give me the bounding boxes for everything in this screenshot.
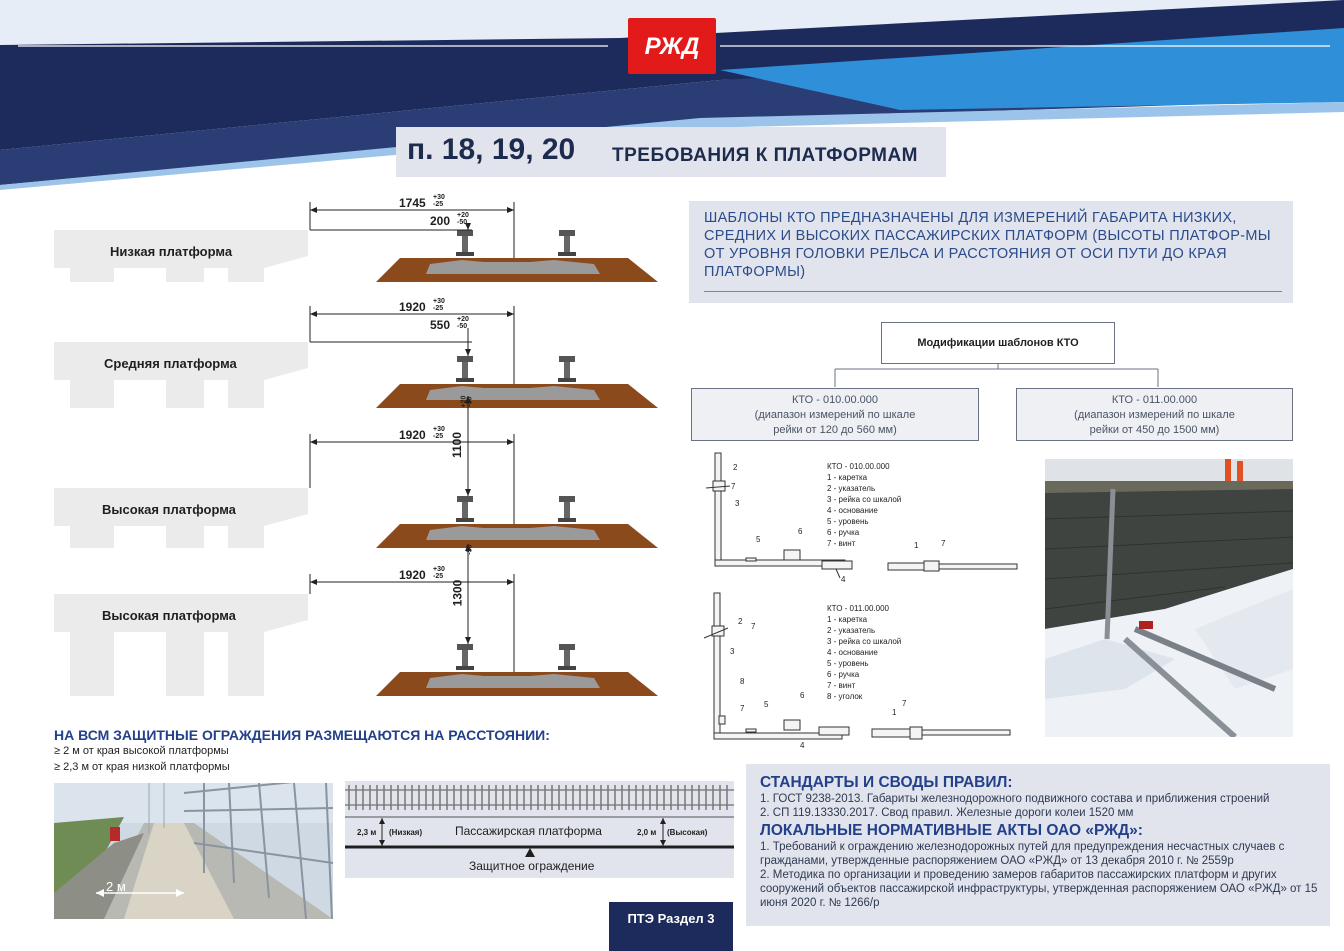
callout-3: 3	[730, 647, 735, 656]
platform-label: Высокая платформа	[102, 502, 236, 517]
standards-content	[760, 774, 1322, 910]
legend-item: 1 - каретка	[827, 473, 868, 482]
photo-distance-label: 2 м	[106, 879, 126, 894]
callout-7: 7	[731, 482, 736, 491]
legend-item: 6 - ручка	[827, 528, 860, 537]
fence-scheme	[345, 781, 734, 878]
callout-5: 5	[764, 700, 769, 709]
callout-7b: 7	[941, 539, 946, 548]
kto-underline	[704, 291, 1282, 292]
fence-heading: НА ВСМ ЗАЩИТНЫЕ ОГРАЖДЕНИЯ РАЗМЕЩАЮТСЯ НА РАССТОЯНИИ:	[54, 727, 550, 743]
standards-heading: СТАНДАРТЫ И СВОДЫ ПРАВИЛ:	[760, 774, 1013, 791]
width-tolerance-bottom: -25	[433, 305, 444, 312]
height-tolerance-top: +20	[460, 395, 468, 408]
variant-range-line1: (диапазон измерений по шкале	[754, 409, 916, 421]
variant-box-010	[691, 388, 979, 441]
legend-kto-010	[827, 461, 901, 549]
page-title: ТРЕБОВАНИЯ К ПЛАТФОРМАМ	[612, 145, 919, 166]
scheme-left-note: (Низкая)	[389, 828, 423, 837]
legend-title: КТО - 011.00.000	[827, 604, 889, 613]
callout-8: 8	[740, 677, 745, 686]
legend-item: 2 - указатель	[827, 484, 876, 493]
height-tolerance-top: +20	[457, 212, 469, 219]
platform-diagram	[54, 300, 658, 420]
variant-range-line2: рейки от 120 до 560 мм)	[773, 424, 897, 436]
callout-1: 1	[914, 541, 919, 550]
platform-diagram	[54, 395, 658, 548]
scheme-fence-label: Защитное ограждение	[469, 859, 595, 873]
legend-title: КТО - 010.00.000	[827, 462, 890, 471]
local-act-item: 1. Требований к ограждению железнодорожных путей для предупреждения несчастных случаев с гражданами, утвержденные распоряжением ОАО «РЖД» от 13 декабря 2010 г. № 2559р	[760, 841, 1285, 867]
callout-4: 4	[800, 741, 805, 750]
scheme-right-value: 2,0 м	[637, 828, 657, 837]
callout-2: 2	[738, 617, 743, 626]
width-dimension: 1920	[399, 568, 426, 582]
legend-item: 3 - рейка со шкалой	[827, 495, 902, 504]
variant-box-011	[1016, 388, 1293, 441]
rzd-logo-icon	[628, 18, 716, 74]
variant-name: КТО - 011.00.000	[1111, 394, 1198, 406]
legend-item: 4 - основание	[827, 506, 878, 515]
height-dimension: 1300	[450, 579, 465, 607]
legend-item: 5 - уровень	[827, 659, 869, 668]
legend-item: 7 - винт	[827, 681, 856, 690]
callout-6: 6	[800, 691, 805, 700]
callout-6: 6	[798, 527, 803, 536]
local-acts-heading: ЛОКАЛЬНЫЕ НОРМАТИВНЫЕ АКТЫ ОАО «РЖД»:	[760, 822, 1143, 839]
platform-section-drawing	[54, 428, 658, 558]
platform-label: Средняя платформа	[104, 356, 237, 371]
rzd-logo	[628, 18, 716, 74]
callout-1: 1	[892, 708, 897, 717]
width-tolerance-top: +30	[433, 566, 445, 573]
platform-diagram	[54, 196, 658, 316]
fence-rule-high: ≥ 2 м от края высокой платформы	[54, 745, 229, 757]
width-tolerance-bottom: -25	[433, 433, 444, 440]
height-dimension: 550	[430, 318, 451, 332]
width-dimension: 1920	[399, 428, 426, 442]
callout-4: 4	[841, 575, 846, 584]
height-tolerance-bottom: -50	[466, 396, 474, 407]
modifications-title: Модификации шаблонов КТО	[881, 322, 1115, 364]
width-tolerance-bottom: -25	[433, 201, 444, 208]
legend-item: 3 - рейка со шкалой	[827, 637, 902, 646]
legend-item: 8 - уголок	[827, 692, 863, 701]
width-dimension: 1745	[399, 196, 426, 210]
variant-name: КТО - 010.00.000	[791, 394, 879, 406]
fence-rule-low: ≥ 2,3 м от края низкой платформы	[54, 761, 230, 773]
callout-3: 3	[735, 499, 740, 508]
legend-item: 1 - каретка	[827, 615, 868, 624]
legend-item: 5 - уровень	[827, 517, 869, 526]
platform-label: Высокая платформа	[102, 608, 236, 623]
platform-diagram	[54, 544, 658, 688]
scheme-platform-label: Пассажирская платформа	[455, 824, 602, 838]
height-dimension: 1100	[450, 431, 465, 459]
callout-2: 2	[733, 463, 738, 472]
height-tolerance-top: +20	[457, 316, 469, 323]
scheme-left-value: 2,3 м	[357, 828, 377, 837]
title-number: п. 18, 19, 20	[407, 133, 576, 166]
kto-measurement-photo	[1045, 459, 1293, 737]
height-dimension: 200	[430, 214, 451, 228]
width-dimension: 1920	[399, 300, 426, 314]
width-tolerance-top: +30	[433, 298, 445, 305]
modifications-connector	[820, 364, 1170, 388]
platform-label: Низкая платформа	[110, 244, 233, 259]
kto-description: ШАБЛОНЫ КТО ПРЕДНАЗНАЧЕНЫ ДЛЯ ИЗМЕРЕНИЙ ГАБАРИТА НИЗКИХ, СРЕДНИХ И ВЫСОКИХ ПАССАЖИРСКИХ ПЛАТФОРМ (ВЫСОТЫ ПЛАТФОР-МЫ ОТ УРОВНЯ ГОЛОВКИ РЕЛЬСА И РАССТОЯНИЯ ОТ ОСИ ПУТИ ДО КРАЯ ПЛАТФОРМЫ)	[704, 210, 1271, 280]
variant-range-line2: рейки от 450 до 1500 мм)	[1089, 424, 1220, 436]
width-tolerance-top: +30	[433, 426, 445, 433]
platform-fence-photo	[54, 783, 333, 919]
width-tolerance-bottom: -25	[433, 573, 444, 580]
legend-item: 2 - указатель	[827, 626, 876, 635]
variant-range-line1: (диапазон измерений по шкале	[1074, 409, 1235, 421]
rzd-logo-text: РЖД	[644, 33, 700, 60]
callout-5: 5	[756, 535, 761, 544]
height-tolerance-bottom: -50	[457, 219, 468, 226]
callout-7d: 7	[902, 699, 907, 708]
standards-item: 2. СП 119.13330.2017. Свод правил. Железные дороги колеи 1520 мм	[760, 807, 1134, 819]
height-tolerance-bottom: -50	[466, 544, 474, 555]
legend-item: 7 - винт	[827, 539, 856, 548]
local-act-item: 2. Методика по организации и проведению замеров габаритов пассажирских платформ и других сооружений объектов пассажирской инфраструктуры, утвержденная распоряжением ОАО «РЖД» от 15 июня 2020 г. № 1266/р	[760, 869, 1318, 909]
legend-item: 6 - ручка	[827, 670, 860, 679]
height-tolerance-bottom: -50	[457, 323, 468, 330]
width-tolerance-top: +30	[433, 194, 445, 201]
callout-7: 7	[751, 622, 756, 631]
legend-kto-011	[827, 603, 901, 702]
standards-item: 1. ГОСТ 9238-2013. Габариты железнодорожного подвижного состава и приближения строений	[760, 793, 1270, 805]
section-footer-tab: ПТЭ Раздел 3	[609, 902, 733, 951]
platform-section-drawing	[54, 568, 658, 698]
callout-7c: 7	[740, 704, 745, 713]
legend-item: 4 - основание	[827, 648, 878, 657]
scheme-right-note: (Высокая)	[667, 828, 708, 837]
